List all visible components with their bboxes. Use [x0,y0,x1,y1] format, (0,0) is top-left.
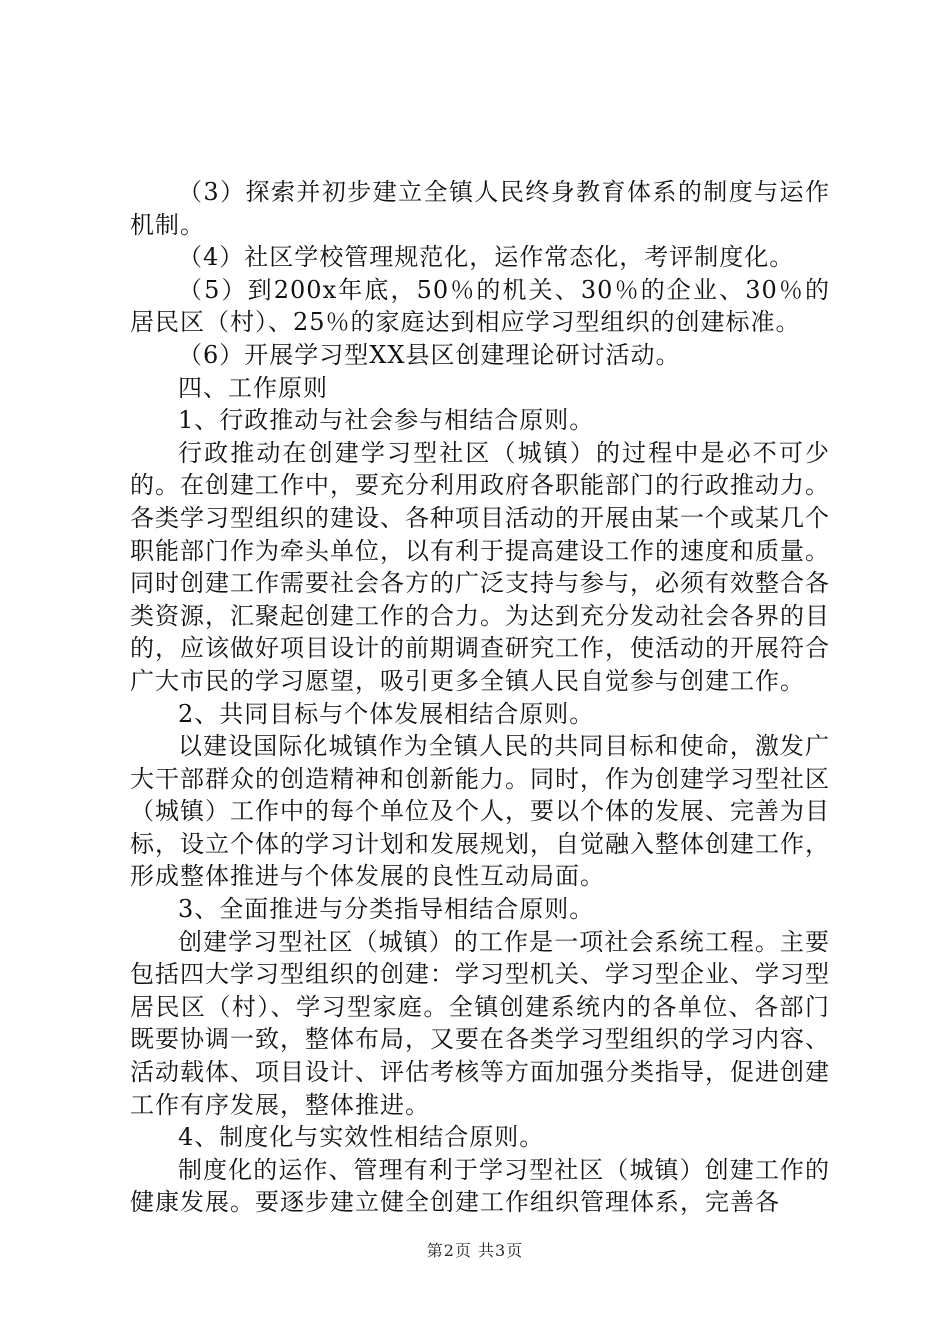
paragraph-goal-6: （6）开展学习型XX县区创建理论研讨活动。 [178,340,681,369]
principle-1-body: 行政推动在创建学习型社区（城镇）的过程中是必不可少的。在创建工作中，要充分利用政府各职能部门的行政推动力。各类学习型组织的建设、各种项目活动的开展由某一个或某几个职能部门作为牵头单位，以有利于提高建设工作的速度和质量。同时创建工作需要社会各方的广泛支持与参与，必须有效整合各类资源，汇聚起创建工作的合力。为达到充分发动社会各界的目的，应该做好项目设计的前期调查研究工作，使活动的开展符合广大市民的学习愿望，吸引更多全镇人民自觉参与创建工作。 [130,438,830,695]
principle-2-body: 以建设国际化城镇作为全镇人民的共同目标和使命，激发广大干部群众的创造精神和创新能力。同时，作为创建学习型社区（城镇）工作中的每个单位及个人，要以个体的发展、完善为目标，设立个体的学习计划和发展规划，自觉融入整体创建工作，形成整体推进与个体发展的良性互动局面。 [130,732,830,891]
principle-2-heading: 2、共同目标与个体发展相结合原则。 [178,699,595,728]
principle-3-heading: 3、全面推进与分类指导相结合原则。 [178,895,595,924]
paragraph-goal-4: （4）社区学校管理规范化，运作常态化，考评制度化。 [178,243,795,272]
principle-4-heading: 4、制度化与实效性相结合原则。 [178,1123,545,1152]
paragraph-goal-5: （5）到200x年底，50％的机关、30％的企业、30％的居民区（村）、25％的家庭达到相应学习型组织的创建标准。 [130,275,830,337]
page-number-footer: 第2页 共3页 [426,1241,524,1260]
principle-4-body: 制度化的运作、管理有利于学习型社区（城镇）创建工作的健康发展。要逐步建立健全创建工作组织管理体系，完善各 [130,1155,830,1217]
principle-3-body: 创建学习型社区（城镇）的工作是一项社会系统工程。主要包括四大学习型组织的创建：学习型机关、学习型企业、学习型居民区（村）、学习型家庭。全镇创建系统内的各单位、各部门既要协调一致，整体布局，又要在各类学习型组织的学习内容、活动载体、项目设计、评估考核等方面加强分类指导，促进创建工作有序发展，整体推进。 [130,927,830,1119]
document-body [130,176,830,1219]
section-heading-principles: 四、工作原则 [178,373,328,402]
principle-1-heading: 1、行政推动与社会参与相结合原则。 [178,406,595,435]
paragraph-goal-3: （3）探索并初步建立全镇人民终身教育体系的制度与运作机制。 [130,178,830,239]
